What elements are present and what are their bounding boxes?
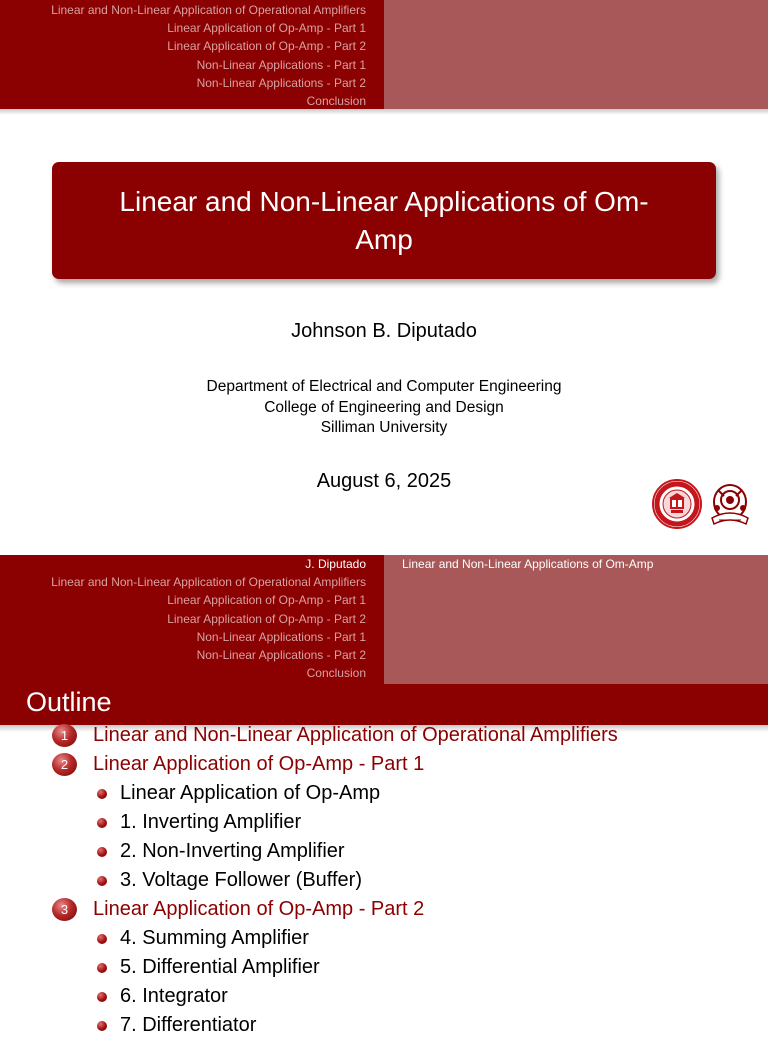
- section-navigation: [0, 0, 384, 109]
- section-number-ball: 1: [52, 724, 77, 747]
- toc-subsection[interactable]: [0, 953, 768, 982]
- toc-subsection[interactable]: [0, 866, 768, 895]
- toc-subsection-title: 4. Summing Amplifier: [120, 927, 309, 949]
- bullet-icon: [97, 934, 107, 944]
- short-title: Linear and Non-Linear Applications of Om-Amp: [402, 557, 654, 571]
- affiliation: [0, 377, 768, 439]
- toc-section-1[interactable]: [0, 721, 768, 750]
- bullet-icon: [97, 847, 107, 857]
- nav-section-4[interactable]: Non-Linear Applications - Part 1: [196, 629, 366, 644]
- bullet-icon: [97, 818, 107, 828]
- toc-subsection-title: 5. Differential Amplifier: [120, 956, 320, 978]
- toc-section-3[interactable]: [0, 895, 768, 924]
- affiliation-college: College of Engineering and Design: [264, 398, 504, 416]
- nav-section-3[interactable]: Linear Application of Op-Amp - Part 2: [167, 611, 366, 626]
- affiliation-university: Silliman University: [320, 419, 448, 436]
- toc-subsection-title: 1. Inverting Amplifier: [120, 811, 302, 833]
- toc-section-2[interactable]: [0, 750, 768, 779]
- slide2-headline: [0, 555, 768, 684]
- toc-subsection[interactable]: [0, 982, 768, 1011]
- short-author: J. Diputado: [305, 557, 366, 571]
- university-seal-icon: [651, 478, 703, 530]
- nav-section-4[interactable]: Non-Linear Applications - Part 1: [196, 57, 366, 72]
- section-navigation-slide2: [0, 555, 384, 684]
- section-number-ball: 2: [52, 753, 77, 776]
- nav-section-1[interactable]: Linear and Non-Linear Application of Operational Amplifiers: [51, 3, 366, 17]
- nav-section-2[interactable]: Linear Application of Op-Amp - Part 1: [167, 21, 366, 36]
- toc-subsection-title: 2. Non-Inverting Amplifier: [120, 840, 345, 862]
- title-block: [52, 162, 716, 279]
- nav-section-5[interactable]: Non-Linear Applications - Part 2: [196, 647, 366, 662]
- section-number-ball: 3: [52, 898, 77, 921]
- bullet-icon: [97, 1021, 107, 1031]
- headline-shadow: [0, 109, 768, 115]
- bullet-icon: [97, 992, 107, 1002]
- toc-subsection[interactable]: [0, 808, 768, 837]
- nav-section-3[interactable]: Linear Application of Op-Amp - Part 2: [167, 39, 366, 54]
- headline-right-panel: [384, 555, 768, 684]
- headline-right-panel: [384, 0, 768, 109]
- toc-section-title: Linear Application of Op-Amp - Part 1: [93, 753, 425, 775]
- presentation-title: Linear and Non-Linear Applications of Om-Amp: [119, 185, 649, 255]
- nav-section-1[interactable]: Linear and Non-Linear Application of Operational Amplifiers: [51, 575, 366, 590]
- table-of-contents: [0, 721, 768, 1040]
- bullet-icon: [97, 963, 107, 973]
- toc-subsection-title: 3. Voltage Follower (Buffer): [120, 869, 362, 891]
- bullet-icon: [97, 876, 107, 886]
- toc-section-title: Linear Application of Op-Amp - Part 2: [93, 898, 425, 920]
- toc-subsection-title: 7. Differentiator: [120, 1014, 257, 1036]
- toc-subsection[interactable]: [0, 924, 768, 953]
- toc-subsection-title: Linear Application of Op-Amp: [120, 782, 381, 804]
- presentation-date: August 6, 2025: [316, 470, 452, 492]
- toc-subsection[interactable]: [0, 779, 768, 808]
- affiliation-department: Department of Electrical and Computer Engineering: [206, 378, 562, 395]
- bullet-icon: [97, 789, 107, 799]
- nav-section-6[interactable]: Conclusion: [306, 666, 366, 681]
- toc-subsection[interactable]: [0, 837, 768, 866]
- frame-title: Outline: [0, 684, 768, 725]
- toc-subsection[interactable]: [0, 1011, 768, 1040]
- slide1-headline: [0, 0, 768, 109]
- nav-section-2[interactable]: Linear Application of Op-Amp - Part 1: [167, 593, 366, 608]
- college-crest-icon: [704, 478, 756, 530]
- toc-subsection-title: 6. Integrator: [120, 985, 228, 1007]
- nav-section-6[interactable]: Conclusion: [306, 93, 366, 108]
- author-name: Johnson B. Diputado: [291, 320, 477, 342]
- nav-section-5[interactable]: Non-Linear Applications - Part 2: [196, 75, 366, 90]
- toc-section-title: Linear and Non-Linear Application of Operational Amplifiers: [93, 724, 618, 746]
